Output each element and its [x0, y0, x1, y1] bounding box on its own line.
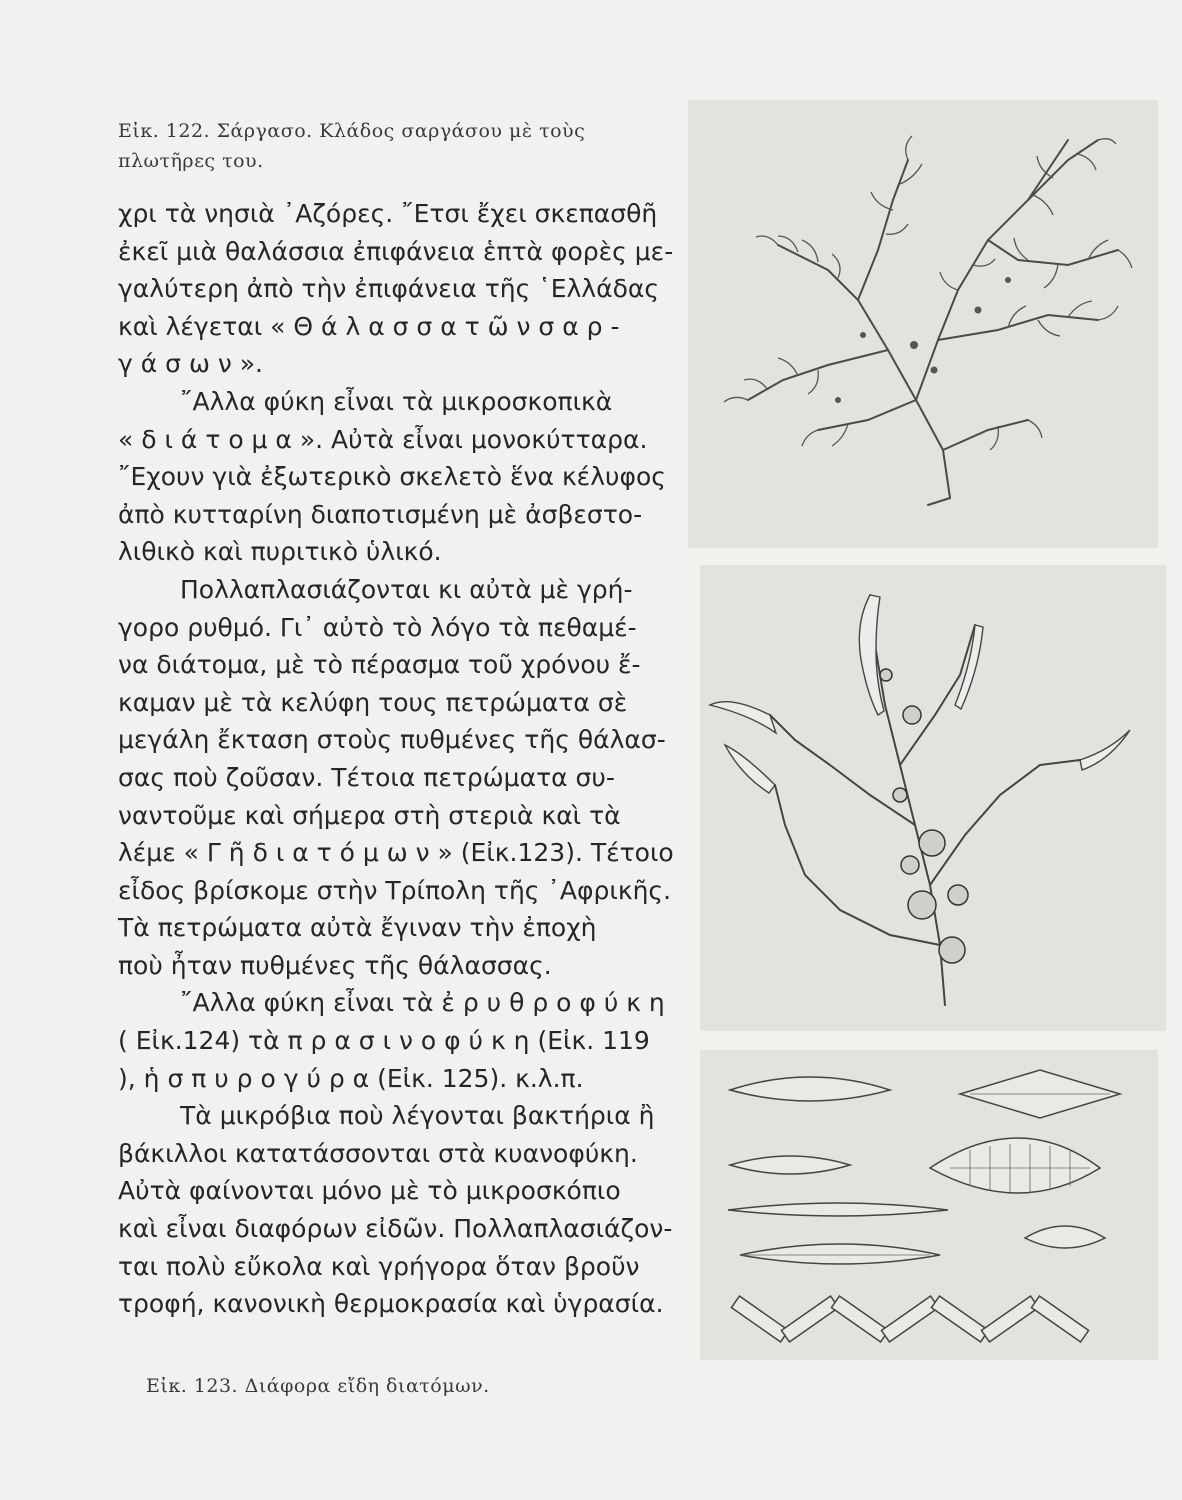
text-line: ἐκεῖ μιὰ θαλάσσια ἐπιφάνεια ἑπτὰ φορὲς με- — [118, 236, 674, 266]
sargassum-frond-illustration — [700, 565, 1166, 1031]
text-line: εἶδος βρίσκομε στὴν Τρίπολη τῆς ᾽Αφρικῆς. — [118, 875, 672, 905]
text-line: Τὰ μικρόβια ποὺ λέγονται βακτήρια ἢ — [180, 1101, 655, 1131]
text-line: λέμε « Γ ῆ δ ι α τ ό μ ω ν » (Εἰκ.123). Τέτοιο — [118, 838, 674, 868]
text-line: καμαν μὲ τὰ κελύφη τους πετρώματα σὲ — [118, 687, 628, 717]
figure-123-caption: Εἰκ. 123. Διάφορα εἴδη διατόμων. — [146, 1375, 490, 1397]
text-line: ( Εἰκ.124) τὰ π ρ α σ ι ν ο φ ύ κ η (Εἰκ. 119 — [118, 1026, 650, 1056]
text-line: καὶ λέγεται « Θ ά λ α σ σ α τ ῶ ν σ α ρ - — [118, 311, 620, 341]
text-line: ἀπὸ κυτταρίνη διαποτισμένη μὲ ἀσβεστο- — [118, 499, 643, 529]
sargassum-branch-illustration — [688, 100, 1158, 548]
text-line: ποὺ ἦταν πυθμένες τῆς θάλασσας. — [118, 950, 552, 980]
figure-122-caption: Εἰκ. 122. Σάργασο. Κλάδος σαργάσου μὲ τοὺς — [118, 120, 586, 142]
text-line: Τὰ πετρώματα αὐτὰ ἔγιναν τὴν ἐποχὴ — [118, 913, 597, 943]
text-line: ῎Αλλα φύκη εἶναι τὰ μικροσκοπικὰ — [180, 386, 613, 416]
main-text — [118, 195, 674, 1323]
diatoms-illustration — [700, 1050, 1158, 1360]
text-line: γαλύτερη ἀπὸ τὴν ἐπιφάνεια τῆς ῾Ελλάδας — [118, 274, 660, 304]
text-line: βάκιλλοι κατατάσσονται στὰ κυανοφύκη. — [118, 1138, 638, 1168]
text-line: « δ ι ά τ ο μ α ». Αὐτὰ εἶναι μονοκύτταρα. — [118, 424, 648, 454]
text-line: καὶ εἶναι διαφόρων εἰδῶν. Πολλαπλασιάζον- — [118, 1214, 673, 1244]
text-line: γορο ρυθμό. Γι᾽ αὐτὸ τὸ λόγο τὰ πεθαμέ- — [118, 612, 637, 642]
figure-122-caption-continued: πλωτῆρες του. — [118, 150, 264, 172]
text-line: Πολλαπλασιάζονται κι αὐτὰ μὲ γρή- — [180, 574, 633, 604]
text-line: σας ποὺ ζοῦσαν. Τέτοια πετρώματα συ- — [118, 762, 615, 792]
text-line: χρι τὰ νησιὰ ᾽Αζόρες. ῎Ετσι ἔχει σκεπασθῆ — [118, 199, 658, 228]
text-line: μεγάλη ἔκταση στοὺς πυθμένες τῆς θάλασ- — [118, 725, 666, 755]
text-line: ῎Αλλα φύκη εἶναι τὰ ἐ ρ υ θ ρ ο φ ύ κ η — [180, 988, 665, 1018]
text-line: τροφή, κανονικὴ θερμοκρασία καὶ ὑγρασία. — [118, 1289, 664, 1319]
text-line: ῎Εχουν γιὰ ἐξωτερικὸ σκελετὸ ἕνα κέλυφος — [118, 462, 666, 492]
text-line: ται πολὺ εὔκολα καὶ γρήγορα ὅταν βροῦν — [118, 1251, 640, 1281]
text-line: γ ά σ ω ν ». — [118, 349, 263, 379]
text-line: λιθικὸ καὶ πυριτικὸ ὑλικό. — [118, 537, 442, 567]
text-line: να διάτομα, μὲ τὸ πέρασμα τοῦ χρόνου ἔ- — [118, 650, 641, 680]
text-line: ναντοῦμε καὶ σήμερα στὴ στεριὰ καὶ τὰ — [118, 800, 621, 830]
text-line: Αὐτὰ φαίνονται μόνο μὲ τὸ μικροσκόπιο — [118, 1176, 621, 1206]
text-line: ), ἡ σ π υ ρ ο γ ύ ρ α (Εἰκ. 125). κ.λ.π. — [118, 1063, 584, 1093]
